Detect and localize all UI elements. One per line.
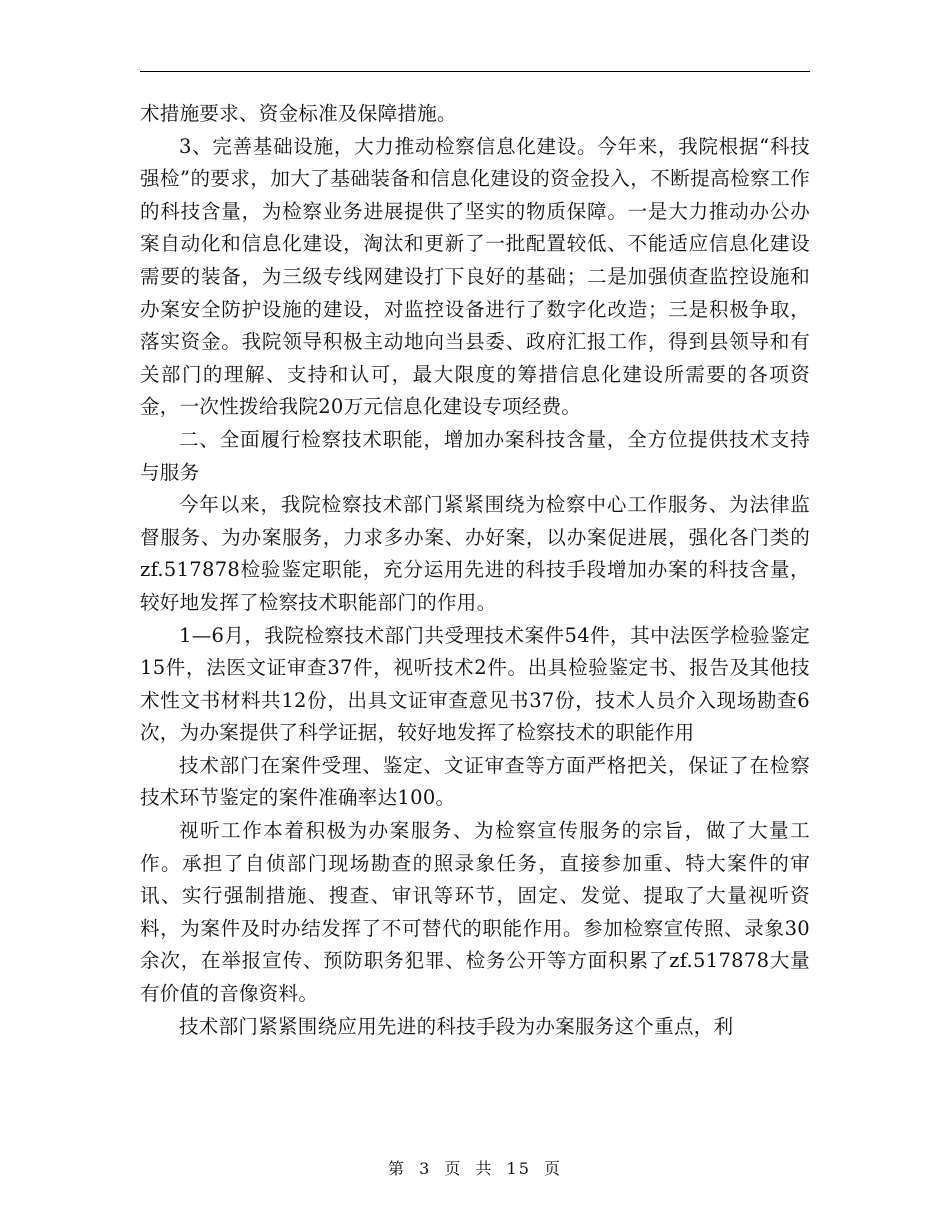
page-number-footer: 第 3 页 共 15 页: [388, 1159, 562, 1178]
paragraph: 3、完善基础设施，大力推动检察信息化建设。今年来，我院根据“科技强检”的要求，加大了基础装备和信息化建设的资金投入，不断提高检察工作的科技含量，为检察业务进展提供了坚实的物质保障。一是大力推动办公办案自动化和信息化建设，淘汰和更新了一批配置较低、不能适应信息化建设需要的装备，为三级专线网建设打下良好的基础；二是加强侦查监控设施和办案安全防护设施的建设，对监控设备进行了数字化改造；三是积极争取，落实资金。我院领导积极主动地向当县委、政府汇报工作，得到县领导和有关部门的理解、支持和认可，最大限度的筹措信息化建设所需要的各项资金，一次性拨给我院20万元信息化建设专项经费。: [140, 134, 810, 419]
paragraph: 视听工作本着积极为办案服务、为检察宣传服务的宗旨，做了大量工作。承担了自侦部门现场勘查的照录象任务，直接参加重、特大案件的审讯、实行强制措施、搜查、审讯等环节，固定、发觉、提取了大量视听资料，为案件及时办结发挥了不可替代的职能作用。参加检察宣传照、录象30余次，在举报宣传、预防职务犯罪、检务公开等方面积累了zf.517878大量有价值的音像资料。: [140, 819, 810, 1006]
paragraph: 1—6月，我院检察技术部门共受理技术案件54件，其中法医学检验鉴定15件，法医文证审查37件，视听技术2件。出具检验鉴定书、报告及其他技术性文书材料共12份，出具文证审查意见书37份，技术人员介入现场勘查6次，为办案提供了科学证据，较好地发挥了检察技术的职能作用: [140, 623, 810, 745]
section-heading: 二、全面履行检察技术职能，增加办案科技含量，全方位提供技术支持与服务: [140, 427, 810, 484]
paragraph: 术措施要求、资金标准及保障措施。: [140, 102, 457, 125]
paragraph: 技术部门在案件受理、鉴定、文证审查等方面严格把关，保证了在检察技术环节鉴定的案件准确率达100。: [140, 753, 810, 810]
header-rule: [140, 71, 810, 72]
paragraph: 技术部门紧紧围绕应用先进的科技手段为办案服务这个重点，利: [179, 1014, 734, 1038]
paragraph: 今年以来，我院检察技术部门紧紧围绕为检察中心工作服务、为法律监督服务、为办案服务，力求多办案、办好案，以办案促进展，强化各门类的zf.517878检验鉴定职能，充分运用先进的科技手段增加办案的科技含量，较好地发挥了检察技术职能部门的作用。: [140, 493, 810, 614]
document-body: [140, 98, 810, 1043]
